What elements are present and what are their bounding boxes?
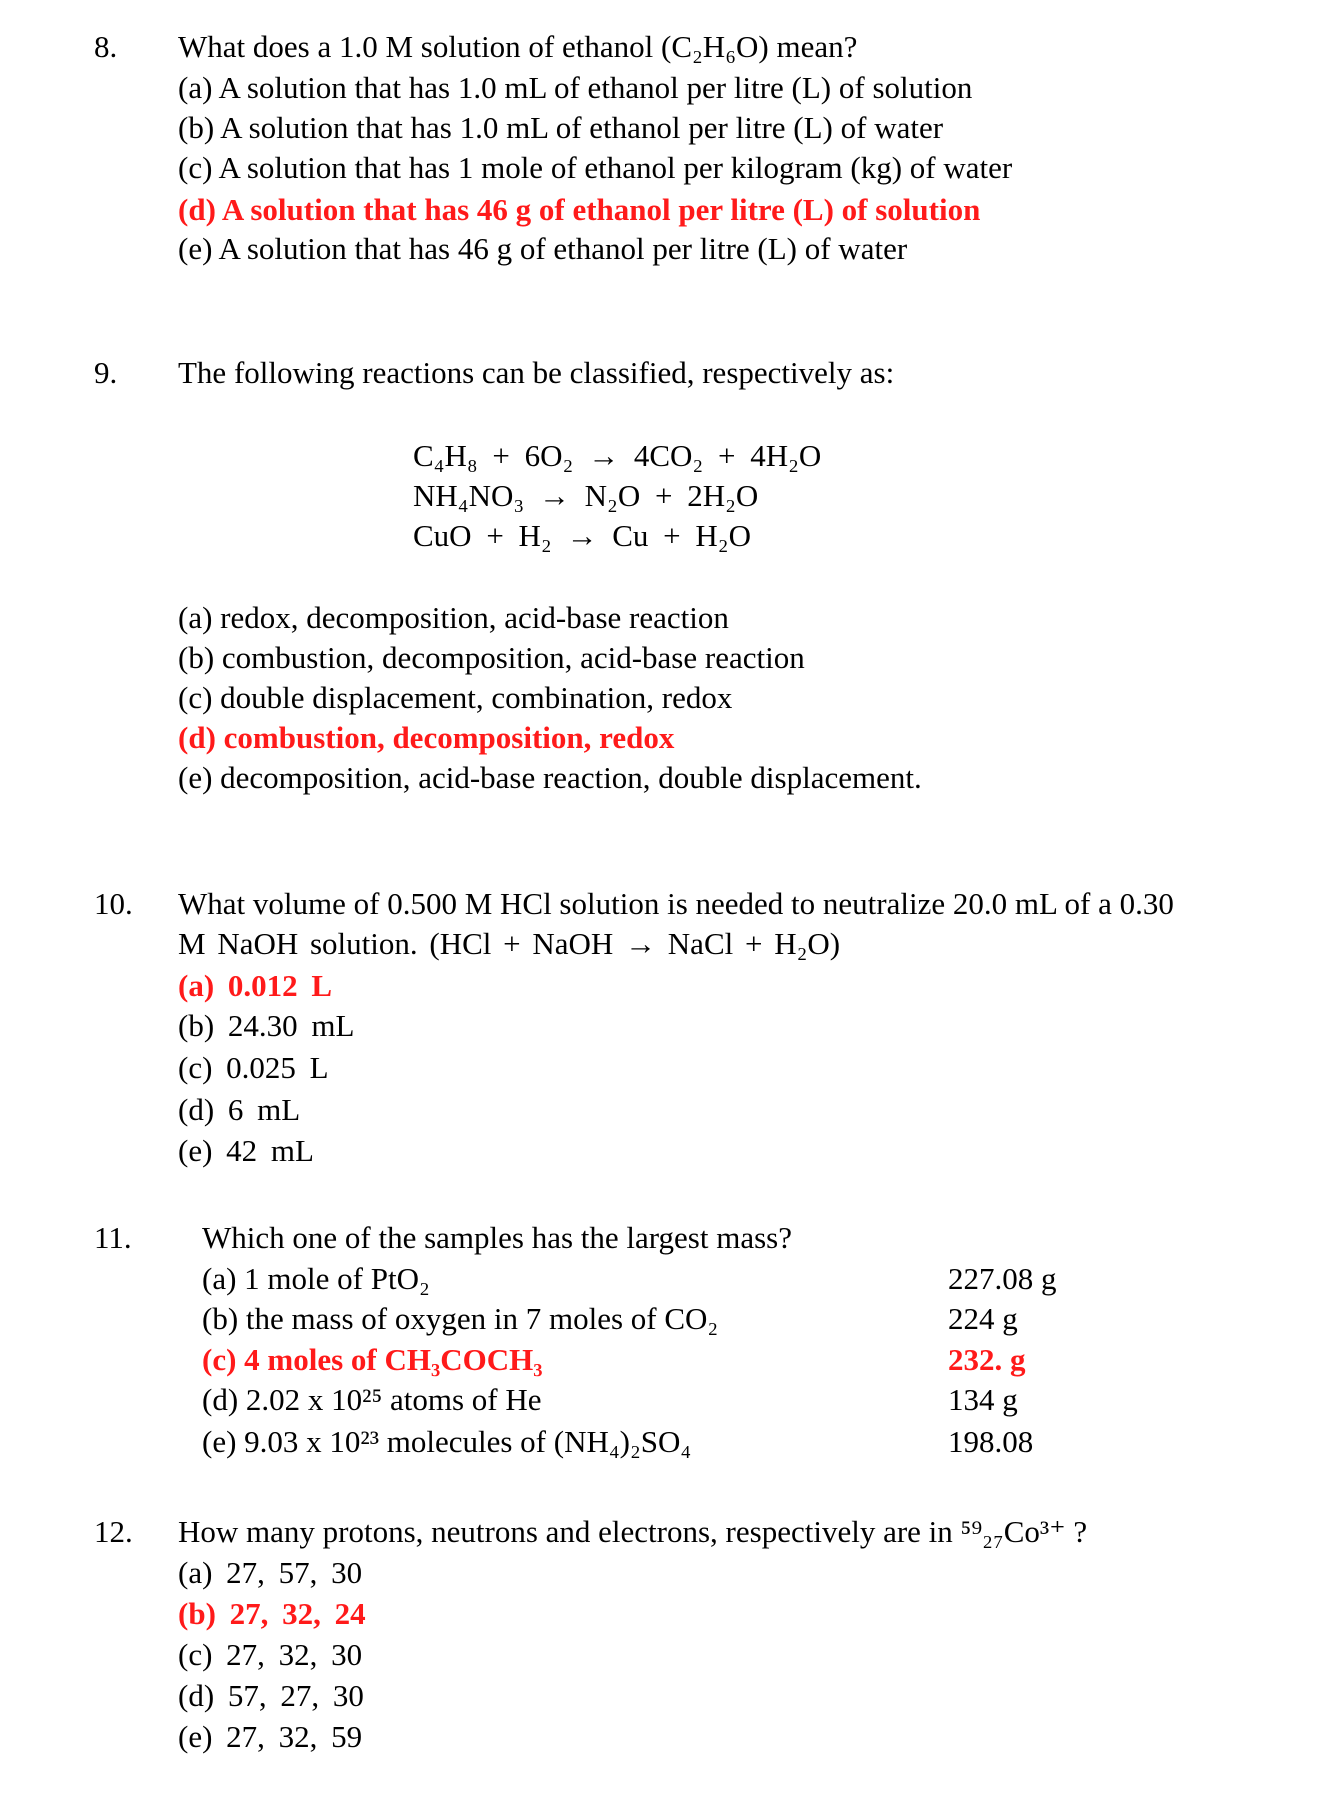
q9-reaction-3: CuO + H₂ → Cu + H₂O bbox=[413, 518, 751, 553]
q9-option-a: (a) redox, decomposition, acid-base reaction bbox=[178, 600, 729, 635]
q10-option-b: (b) 24.30 mL bbox=[178, 1008, 355, 1043]
q12-option-a: (a) 27, 57, 30 bbox=[178, 1555, 363, 1590]
q11-option-b: (b) the mass of oxygen in 7 moles of CO₂ bbox=[202, 1301, 719, 1336]
q11-mass-b: 224 g bbox=[948, 1301, 1018, 1336]
q9-question: The following reactions can be classified, respectively as: bbox=[178, 355, 895, 390]
q8-option-d-correct: (d) A solution that has 46 g of ethanol per litre (L) of solution bbox=[178, 192, 981, 227]
q8-number: 8. bbox=[94, 29, 118, 64]
q11-mass-e: 198.08 bbox=[948, 1424, 1034, 1459]
q11-mass-d: 134 g bbox=[948, 1382, 1018, 1417]
q8-option-a: (a) A solution that has 1.0 mL of ethanol per litre (L) of solution bbox=[178, 70, 973, 105]
q12-option-d: (d) 57, 27, 30 bbox=[178, 1678, 364, 1713]
q10-option-d: (d) 6 mL bbox=[178, 1092, 301, 1127]
q11-option-d: (d) 2.02 x 10²⁵ atoms of He bbox=[202, 1382, 542, 1417]
q9-option-b: (b) combustion, decomposition, acid-base reaction bbox=[178, 640, 805, 675]
q9-reaction-2: NH₄NO₃ → N₂O + 2H₂O bbox=[413, 478, 759, 513]
q10-option-a-correct: (a) 0.012 L bbox=[178, 968, 333, 1003]
q9-option-e: (e) decomposition, acid-base reaction, double displacement. bbox=[178, 760, 922, 795]
q12-question: How many protons, neutrons and electrons, respectively are in ⁵⁹₂₇Co³⁺ ? bbox=[178, 1514, 1088, 1549]
q10-option-c: (c) 0.025 L bbox=[178, 1050, 329, 1085]
q11-option-c-correct: (c) 4 moles of CH₃COCH₃ bbox=[202, 1342, 543, 1377]
q11-number: 11. bbox=[94, 1220, 132, 1255]
q10-number: 10. bbox=[94, 886, 133, 921]
q9-reaction-1: C₄H₈ + 6O₂ → 4CO₂ + 4H₂O bbox=[413, 438, 822, 473]
q10-question-line2: M NaOH solution. (HCl + NaOH → NaCl + H₂O) bbox=[178, 926, 841, 961]
q11-mass-a: 227.08 g bbox=[948, 1261, 1057, 1296]
q9-number: 9. bbox=[94, 355, 118, 390]
q11-mass-c-correct: 232. g bbox=[948, 1342, 1026, 1377]
q8-option-c: (c) A solution that has 1 mole of ethanol per kilogram (kg) of water bbox=[178, 150, 1013, 185]
q8-option-e: (e) A solution that has 46 g of ethanol per litre (L) of water bbox=[178, 231, 908, 266]
q9-option-c: (c) double displacement, combination, redox bbox=[178, 680, 733, 715]
q9-option-d-correct: (d) combustion, decomposition, redox bbox=[178, 720, 675, 755]
q11-question: Which one of the samples has the largest mass? bbox=[202, 1220, 792, 1255]
q12-number: 12. bbox=[94, 1514, 133, 1549]
q11-option-a: (a) 1 mole of PtO₂ bbox=[202, 1261, 430, 1296]
q8-question: What does a 1.0 M solution of ethanol (C₂H₆O) mean? bbox=[178, 29, 858, 64]
q12-option-c: (c) 27, 32, 30 bbox=[178, 1637, 363, 1672]
q11-option-e: (e) 9.03 x 10²³ molecules of (NH₄)₂SO₄ bbox=[202, 1424, 692, 1459]
q10-question-line1: What volume of 0.500 M HCl solution is needed to neutralize 20.0 mL of a 0.30 bbox=[178, 886, 1174, 921]
q10-option-e: (e) 42 mL bbox=[178, 1133, 314, 1168]
q12-option-e: (e) 27, 32, 59 bbox=[178, 1719, 363, 1754]
q8-option-b: (b) A solution that has 1.0 mL of ethanol per litre (L) of water bbox=[178, 110, 944, 145]
q12-option-b-correct: (b) 27, 32, 24 bbox=[178, 1596, 366, 1631]
